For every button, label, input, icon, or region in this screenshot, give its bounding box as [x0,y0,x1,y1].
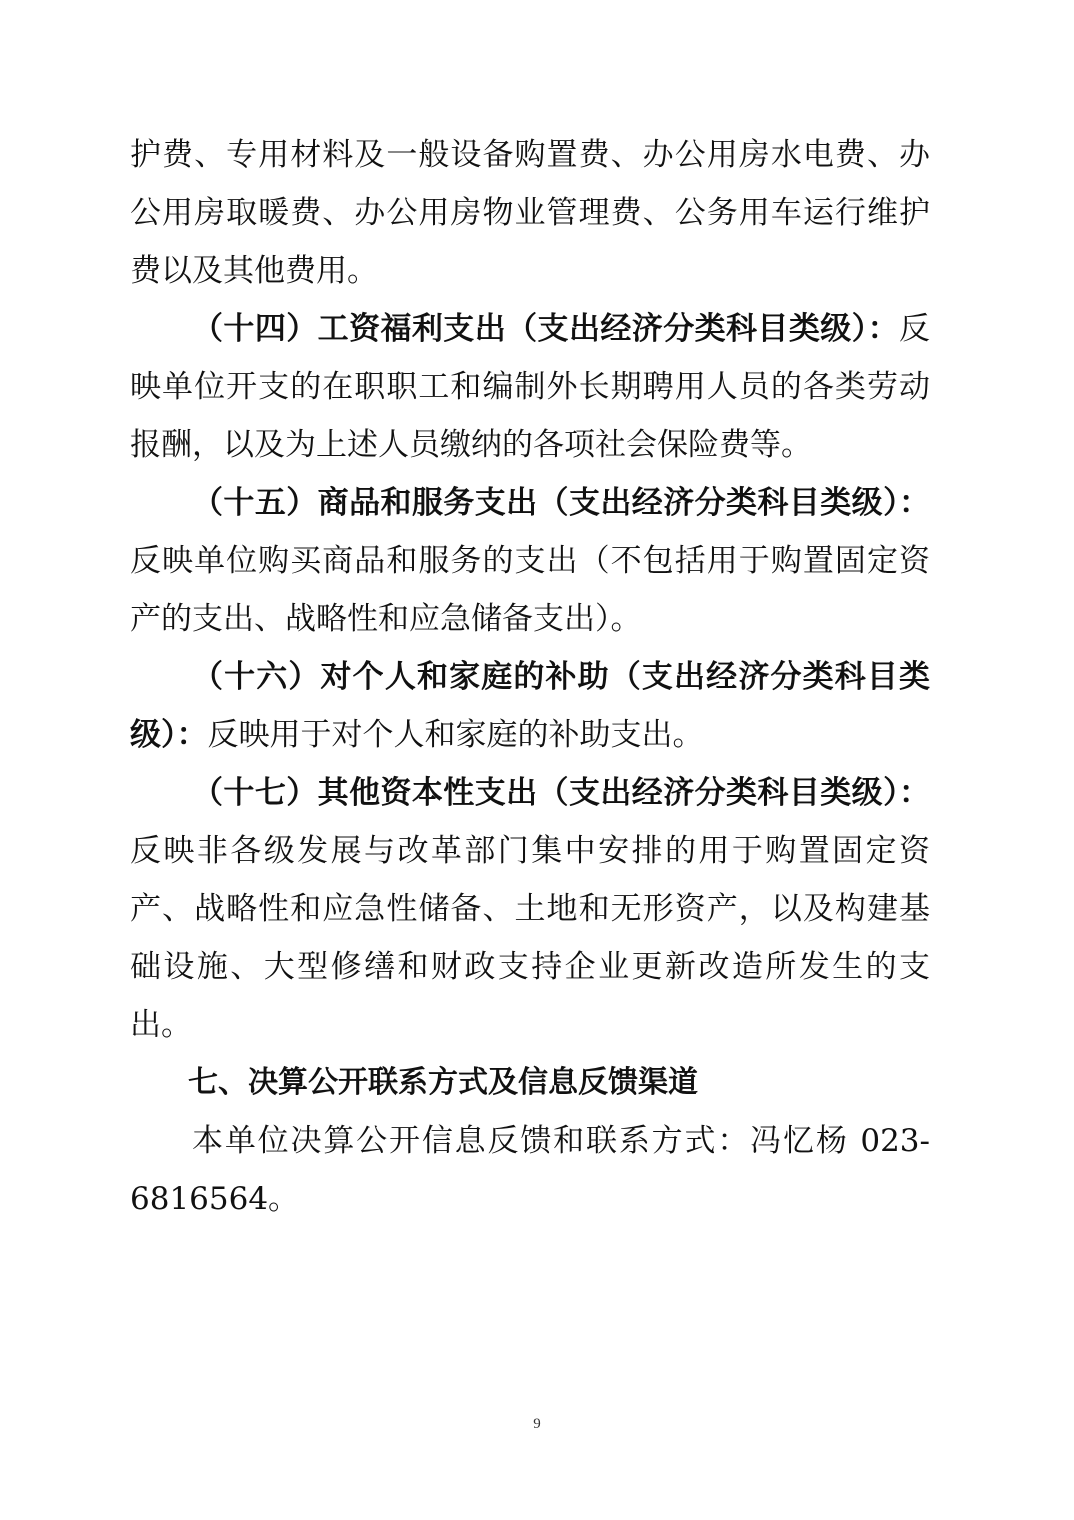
continuation-paragraph: 护费、专用材料及一般设备购置费、办公用房水电费、办公用房取暖费、办公用房物业管理费、公务用车运行维护费以及其他费用。 [130,137,930,289]
item-head-14: （十四）工资福利支出（支出经济分类科目类级）： [192,311,899,347]
page-number: 9 [533,1416,541,1432]
item-body-14: 反映单位开支的在职职工和编制外长期聘用人员的各类劳动报酬，以及为上述人员缴纳的各项社会保险费等。 [130,311,930,463]
item-paragraph-17 [130,764,930,1054]
item-head-15: （十五）商品和服务支出（支出经济分类科目类级）： [192,485,930,521]
item-body-16: 反映用于对个人和家庭的补助支出。 [207,717,704,753]
document-body [130,126,930,1228]
item-paragraph-16 [130,648,930,764]
item-paragraph-15 [130,474,930,648]
item-paragraph-14 [130,300,930,474]
contact-paragraph: 本单位决算公开信息反馈和联系方式：冯忆杨 023-6816564。 [130,1123,930,1217]
section-heading: 七、决算公开联系方式及信息反馈渠道 [188,1065,698,1100]
item-head-16: （十六）对个人和家庭的补助（支出经济分类科目类级）： [130,659,930,753]
item-body-17: 反映非各级发展与改革部门集中安排的用于购置固定资产、战略性和应急性储备、土地和无形资产，以及构建基础设施、大型修缮和财政支持企业更新改造所发生的支出。 [130,833,930,1043]
item-head-17: （十七）其他资本性支出（支出经济分类科目类级）： [192,775,930,811]
item-body-15: 反映单位购买商品和服务的支出（不包括用于购置固定资产的支出、战略性和应急储备支出）。 [130,543,930,637]
